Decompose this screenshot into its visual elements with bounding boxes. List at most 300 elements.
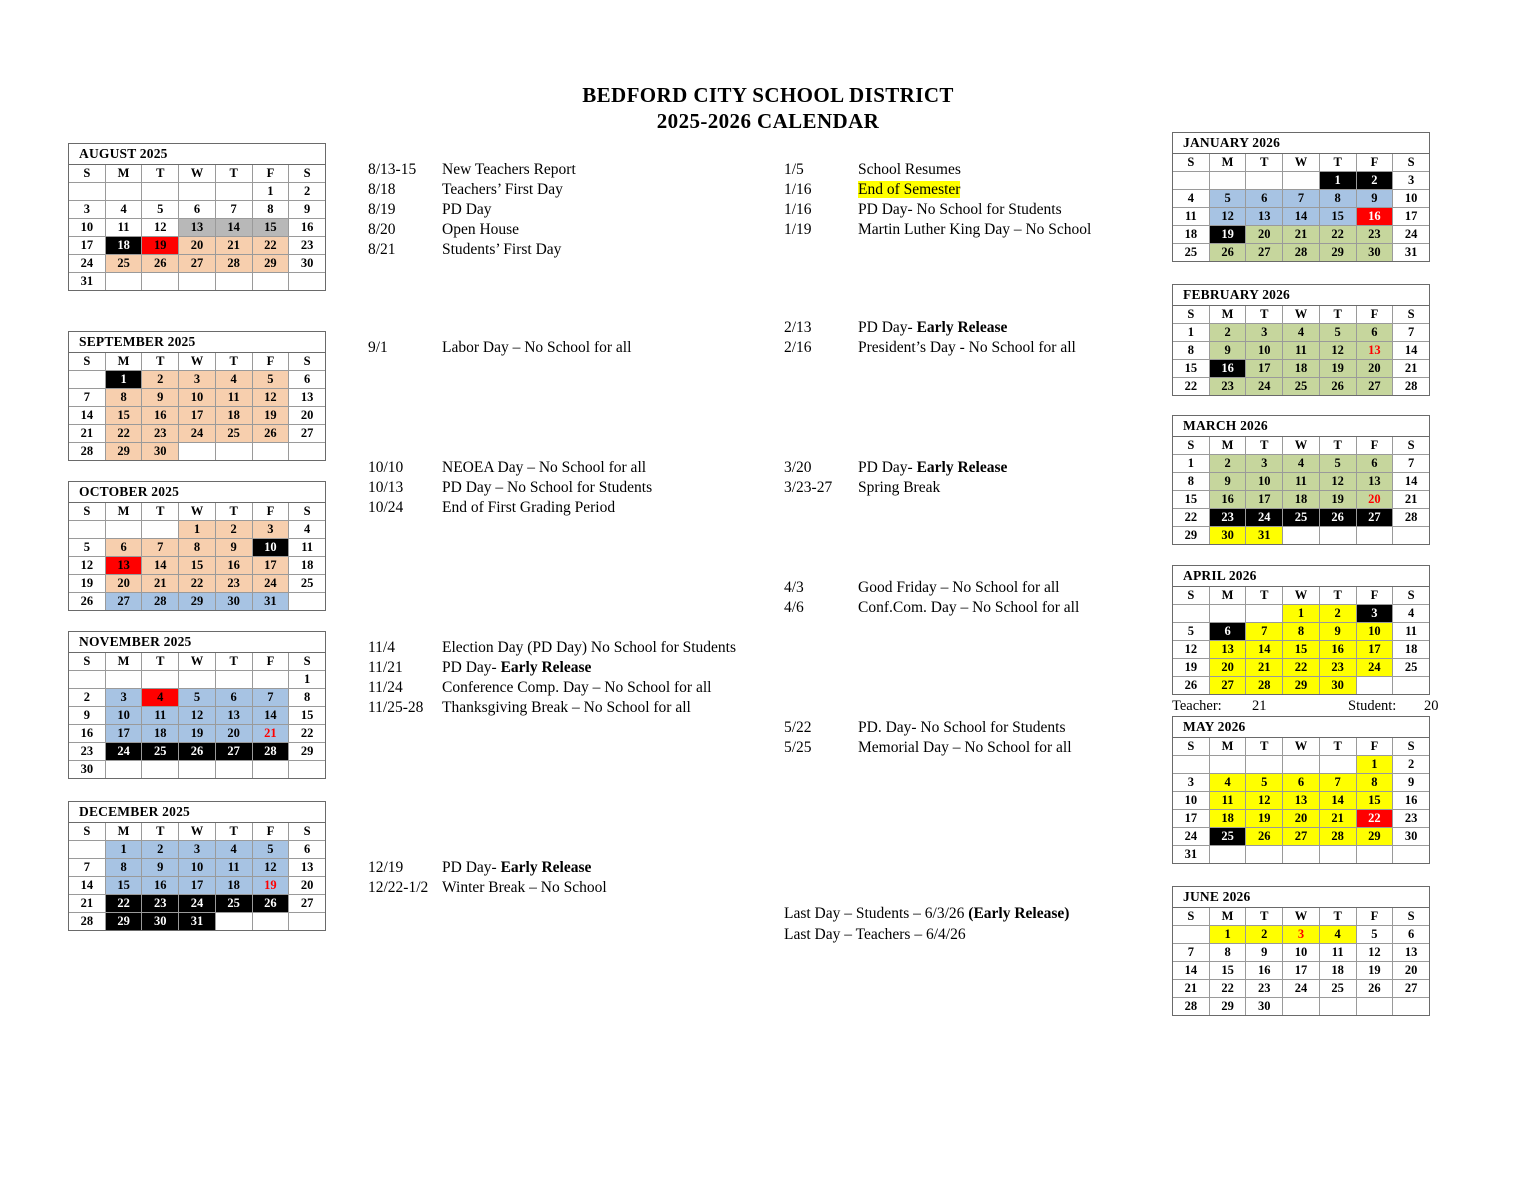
day-cell[interactable]: 29 — [105, 913, 142, 931]
day-cell[interactable]: 13 — [1283, 792, 1320, 810]
day-cell[interactable]: 18 — [289, 557, 325, 575]
day-cell[interactable]: 21 — [1393, 491, 1429, 509]
day-cell[interactable]: 16 — [1209, 360, 1246, 378]
day-cell[interactable]: 22 — [1209, 980, 1246, 998]
day-cell[interactable]: 6 — [289, 841, 325, 859]
day-cell[interactable]: 15 — [1283, 641, 1320, 659]
day-cell[interactable]: 12 — [69, 557, 105, 575]
day-cell[interactable]: 31 — [1173, 846, 1209, 864]
day-cell[interactable]: 2 — [1209, 324, 1246, 342]
day-cell[interactable]: 6 — [1356, 455, 1393, 473]
day-cell[interactable]: 27 — [289, 895, 325, 913]
day-cell[interactable]: 6 — [105, 539, 142, 557]
day-cell[interactable]: 21 — [69, 895, 105, 913]
day-cell[interactable]: 11 — [289, 539, 325, 557]
day-cell[interactable]: 27 — [1356, 378, 1393, 396]
day-cell[interactable]: 14 — [69, 407, 105, 425]
day-cell[interactable]: 24 — [252, 575, 289, 593]
day-cell[interactable]: 14 — [1319, 792, 1356, 810]
day-cell[interactable]: 7 — [1173, 944, 1209, 962]
day-cell[interactable]: 9 — [1393, 774, 1429, 792]
day-cell[interactable]: 9 — [1246, 944, 1283, 962]
day-cell[interactable]: 3 — [179, 841, 216, 859]
day-cell[interactable]: 15 — [105, 407, 142, 425]
day-cell[interactable]: 24 — [1283, 980, 1320, 998]
day-cell[interactable]: 22 — [1173, 509, 1209, 527]
day-cell[interactable]: 15 — [1356, 792, 1393, 810]
day-cell[interactable]: 15 — [179, 557, 216, 575]
day-cell[interactable]: 6 — [289, 371, 325, 389]
day-cell[interactable]: 23 — [215, 575, 252, 593]
day-cell[interactable]: 4 — [142, 689, 179, 707]
day-cell[interactable]: 12 — [252, 859, 289, 877]
day-cell[interactable]: 8 — [179, 539, 216, 557]
day-cell[interactable]: 18 — [1173, 226, 1209, 244]
day-cell[interactable]: 16 — [142, 407, 179, 425]
day-cell[interactable]: 7 — [252, 689, 289, 707]
day-cell[interactable]: 17 — [1356, 641, 1393, 659]
day-cell[interactable]: 17 — [69, 237, 105, 255]
day-cell[interactable]: 25 — [215, 895, 252, 913]
day-cell[interactable]: 12 — [1173, 641, 1209, 659]
day-cell[interactable]: 18 — [1283, 491, 1320, 509]
day-cell[interactable]: 2 — [69, 689, 105, 707]
day-cell[interactable]: 28 — [1283, 244, 1320, 262]
day-cell[interactable]: 1 — [252, 183, 289, 201]
day-cell[interactable]: 26 — [142, 255, 179, 273]
day-cell[interactable]: 21 — [1319, 810, 1356, 828]
day-cell[interactable]: 20 — [1209, 659, 1246, 677]
day-cell[interactable]: 17 — [1393, 208, 1429, 226]
day-cell[interactable]: 4 — [105, 201, 142, 219]
day-cell[interactable]: 23 — [289, 237, 325, 255]
day-cell[interactable]: 30 — [142, 913, 179, 931]
day-cell[interactable]: 12 — [1319, 342, 1356, 360]
day-cell[interactable]: 23 — [1356, 226, 1393, 244]
day-cell[interactable]: 6 — [1209, 623, 1246, 641]
day-cell[interactable]: 17 — [105, 725, 142, 743]
day-cell[interactable]: 10 — [179, 389, 216, 407]
day-cell[interactable]: 8 — [1319, 190, 1356, 208]
day-cell[interactable]: 6 — [1393, 926, 1429, 944]
day-cell[interactable]: 27 — [1209, 677, 1246, 695]
day-cell[interactable]: 18 — [105, 237, 142, 255]
day-cell[interactable]: 21 — [1246, 659, 1283, 677]
day-cell[interactable]: 2 — [1246, 926, 1283, 944]
day-cell[interactable]: 24 — [69, 255, 105, 273]
day-cell[interactable]: 24 — [1173, 828, 1209, 846]
day-cell[interactable]: 23 — [1209, 378, 1246, 396]
day-cell[interactable]: 24 — [179, 425, 216, 443]
day-cell[interactable]: 19 — [1319, 491, 1356, 509]
day-cell[interactable]: 1 — [105, 371, 142, 389]
day-cell[interactable]: 8 — [1173, 342, 1209, 360]
day-cell[interactable]: 27 — [215, 743, 252, 761]
day-cell[interactable]: 11 — [1393, 623, 1429, 641]
day-cell[interactable]: 6 — [179, 201, 216, 219]
day-cell[interactable]: 28 — [215, 255, 252, 273]
day-cell[interactable]: 29 — [179, 593, 216, 611]
day-cell[interactable]: 3 — [1246, 455, 1283, 473]
day-cell[interactable]: 30 — [289, 255, 325, 273]
day-cell[interactable]: 31 — [1393, 244, 1429, 262]
day-cell[interactable]: 20 — [105, 575, 142, 593]
day-cell[interactable]: 10 — [1283, 944, 1320, 962]
day-cell[interactable]: 7 — [1283, 190, 1320, 208]
day-cell[interactable]: 28 — [1319, 828, 1356, 846]
day-cell[interactable]: 26 — [179, 743, 216, 761]
day-cell[interactable]: 20 — [1356, 360, 1393, 378]
day-cell[interactable]: 25 — [105, 255, 142, 273]
day-cell[interactable]: 20 — [289, 407, 325, 425]
day-cell[interactable]: 16 — [1246, 962, 1283, 980]
day-cell[interactable]: 18 — [1393, 641, 1429, 659]
day-cell[interactable]: 1 — [1209, 926, 1246, 944]
day-cell[interactable]: 23 — [142, 895, 179, 913]
day-cell[interactable]: 10 — [1393, 190, 1429, 208]
day-cell[interactable]: 1 — [1356, 756, 1393, 774]
day-cell[interactable]: 22 — [105, 425, 142, 443]
day-cell[interactable]: 19 — [1209, 226, 1246, 244]
day-cell[interactable]: 12 — [1209, 208, 1246, 226]
day-cell[interactable]: 29 — [105, 443, 142, 461]
day-cell[interactable]: 28 — [1246, 677, 1283, 695]
day-cell[interactable]: 6 — [1283, 774, 1320, 792]
day-cell[interactable]: 2 — [1209, 455, 1246, 473]
day-cell[interactable]: 17 — [1283, 962, 1320, 980]
day-cell[interactable]: 18 — [1209, 810, 1246, 828]
day-cell[interactable]: 19 — [1246, 810, 1283, 828]
day-cell[interactable]: 3 — [1393, 172, 1429, 190]
day-cell[interactable]: 16 — [69, 725, 105, 743]
day-cell[interactable]: 15 — [105, 877, 142, 895]
day-cell[interactable]: 16 — [142, 877, 179, 895]
day-cell[interactable]: 3 — [1356, 605, 1393, 623]
day-cell[interactable]: 8 — [252, 201, 289, 219]
day-cell[interactable]: 26 — [1319, 509, 1356, 527]
day-cell[interactable]: 25 — [1319, 980, 1356, 998]
day-cell[interactable]: 30 — [142, 443, 179, 461]
day-cell[interactable]: 31 — [179, 913, 216, 931]
day-cell[interactable]: 27 — [1356, 509, 1393, 527]
day-cell[interactable]: 7 — [1246, 623, 1283, 641]
day-cell[interactable]: 10 — [252, 539, 289, 557]
day-cell[interactable]: 11 — [1209, 792, 1246, 810]
day-cell[interactable]: 29 — [1319, 244, 1356, 262]
day-cell[interactable]: 17 — [179, 877, 216, 895]
day-cell[interactable]: 1 — [1173, 455, 1209, 473]
day-cell[interactable]: 14 — [215, 219, 252, 237]
day-cell[interactable]: 23 — [142, 425, 179, 443]
day-cell[interactable]: 4 — [1283, 455, 1320, 473]
day-cell[interactable]: 27 — [1246, 244, 1283, 262]
day-cell[interactable]: 4 — [1283, 324, 1320, 342]
day-cell[interactable]: 19 — [252, 407, 289, 425]
day-cell[interactable]: 1 — [289, 671, 325, 689]
day-cell[interactable]: 17 — [1246, 360, 1283, 378]
day-cell[interactable]: 19 — [252, 877, 289, 895]
day-cell[interactable]: 3 — [1246, 324, 1283, 342]
day-cell[interactable]: 11 — [215, 859, 252, 877]
day-cell[interactable]: 13 — [215, 707, 252, 725]
day-cell[interactable]: 21 — [142, 575, 179, 593]
day-cell[interactable]: 31 — [69, 273, 105, 291]
day-cell[interactable]: 1 — [105, 841, 142, 859]
day-cell[interactable]: 30 — [215, 593, 252, 611]
day-cell[interactable]: 28 — [252, 743, 289, 761]
day-cell[interactable]: 12 — [252, 389, 289, 407]
day-cell[interactable]: 25 — [1173, 244, 1209, 262]
day-cell[interactable]: 21 — [69, 425, 105, 443]
day-cell[interactable]: 15 — [1319, 208, 1356, 226]
day-cell[interactable]: 29 — [1356, 828, 1393, 846]
day-cell[interactable]: 16 — [1209, 491, 1246, 509]
day-cell[interactable]: 13 — [1393, 944, 1429, 962]
day-cell[interactable]: 30 — [1319, 677, 1356, 695]
day-cell[interactable]: 13 — [1356, 473, 1393, 491]
day-cell[interactable]: 20 — [289, 877, 325, 895]
day-cell[interactable]: 29 — [1173, 527, 1209, 545]
day-cell[interactable]: 28 — [69, 913, 105, 931]
day-cell[interactable]: 4 — [215, 371, 252, 389]
day-cell[interactable]: 22 — [1356, 810, 1393, 828]
day-cell[interactable]: 23 — [69, 743, 105, 761]
day-cell[interactable]: 15 — [252, 219, 289, 237]
day-cell[interactable]: 4 — [1319, 926, 1356, 944]
day-cell[interactable]: 12 — [142, 219, 179, 237]
day-cell[interactable]: 20 — [1283, 810, 1320, 828]
day-cell[interactable]: 31 — [1246, 527, 1283, 545]
day-cell[interactable]: 9 — [69, 707, 105, 725]
day-cell[interactable]: 20 — [179, 237, 216, 255]
day-cell[interactable]: 2 — [289, 183, 325, 201]
day-cell[interactable]: 4 — [289, 521, 325, 539]
day-cell[interactable]: 4 — [1393, 605, 1429, 623]
day-cell[interactable]: 18 — [142, 725, 179, 743]
day-cell[interactable]: 22 — [252, 237, 289, 255]
day-cell[interactable]: 12 — [1246, 792, 1283, 810]
day-cell[interactable]: 26 — [1319, 378, 1356, 396]
day-cell[interactable]: 18 — [1319, 962, 1356, 980]
day-cell[interactable]: 9 — [289, 201, 325, 219]
day-cell[interactable]: 12 — [1356, 944, 1393, 962]
day-cell[interactable]: 11 — [1173, 208, 1209, 226]
day-cell[interactable]: 19 — [69, 575, 105, 593]
day-cell[interactable]: 19 — [1356, 962, 1393, 980]
day-cell[interactable]: 2 — [142, 841, 179, 859]
day-cell[interactable]: 19 — [1173, 659, 1209, 677]
day-cell[interactable]: 8 — [105, 389, 142, 407]
day-cell[interactable]: 4 — [215, 841, 252, 859]
day-cell[interactable]: 12 — [179, 707, 216, 725]
day-cell[interactable]: 26 — [1173, 677, 1209, 695]
day-cell[interactable]: 25 — [142, 743, 179, 761]
day-cell[interactable]: 1 — [1173, 324, 1209, 342]
day-cell[interactable]: 21 — [1173, 980, 1209, 998]
day-cell[interactable]: 9 — [142, 389, 179, 407]
day-cell[interactable]: 10 — [1246, 473, 1283, 491]
day-cell[interactable]: 5 — [142, 201, 179, 219]
day-cell[interactable]: 17 — [1246, 491, 1283, 509]
day-cell[interactable]: 10 — [1246, 342, 1283, 360]
day-cell[interactable]: 29 — [252, 255, 289, 273]
day-cell[interactable]: 9 — [1319, 623, 1356, 641]
day-cell[interactable]: 17 — [1173, 810, 1209, 828]
day-cell[interactable]: 10 — [105, 707, 142, 725]
day-cell[interactable]: 9 — [215, 539, 252, 557]
day-cell[interactable]: 21 — [1283, 226, 1320, 244]
day-cell[interactable]: 3 — [252, 521, 289, 539]
day-cell[interactable]: 2 — [142, 371, 179, 389]
day-cell[interactable]: 5 — [1246, 774, 1283, 792]
day-cell[interactable]: 13 — [179, 219, 216, 237]
day-cell[interactable]: 14 — [1246, 641, 1283, 659]
day-cell[interactable]: 2 — [1393, 756, 1429, 774]
day-cell[interactable]: 23 — [1393, 810, 1429, 828]
day-cell[interactable]: 7 — [215, 201, 252, 219]
day-cell[interactable]: 11 — [105, 219, 142, 237]
day-cell[interactable]: 14 — [69, 877, 105, 895]
day-cell[interactable]: 10 — [69, 219, 105, 237]
day-cell[interactable]: 6 — [215, 689, 252, 707]
day-cell[interactable]: 15 — [1173, 360, 1209, 378]
day-cell[interactable]: 13 — [289, 389, 325, 407]
day-cell[interactable]: 24 — [1246, 509, 1283, 527]
day-cell[interactable]: 19 — [179, 725, 216, 743]
day-cell[interactable]: 8 — [1356, 774, 1393, 792]
day-cell[interactable]: 26 — [252, 425, 289, 443]
day-cell[interactable]: 27 — [1283, 828, 1320, 846]
day-cell[interactable]: 9 — [1209, 342, 1246, 360]
day-cell[interactable]: 1 — [179, 521, 216, 539]
day-cell[interactable]: 23 — [1209, 509, 1246, 527]
day-cell[interactable]: 26 — [252, 895, 289, 913]
day-cell[interactable]: 7 — [142, 539, 179, 557]
day-cell[interactable]: 25 — [215, 425, 252, 443]
day-cell[interactable]: 28 — [142, 593, 179, 611]
day-cell[interactable]: 5 — [1209, 190, 1246, 208]
day-cell[interactable]: 29 — [1209, 998, 1246, 1016]
day-cell[interactable]: 30 — [69, 761, 105, 779]
day-cell[interactable]: 14 — [1393, 342, 1429, 360]
day-cell[interactable]: 8 — [105, 859, 142, 877]
day-cell[interactable]: 27 — [105, 593, 142, 611]
day-cell[interactable]: 20 — [1246, 226, 1283, 244]
day-cell[interactable]: 22 — [105, 895, 142, 913]
day-cell[interactable]: 23 — [1319, 659, 1356, 677]
day-cell[interactable]: 13 — [105, 557, 142, 575]
day-cell[interactable]: 8 — [1173, 473, 1209, 491]
day-cell[interactable]: 2 — [1356, 172, 1393, 190]
day-cell[interactable]: 26 — [1356, 980, 1393, 998]
day-cell[interactable]: 11 — [1319, 944, 1356, 962]
day-cell[interactable]: 7 — [1393, 324, 1429, 342]
day-cell[interactable]: 29 — [1283, 677, 1320, 695]
day-cell[interactable]: 9 — [142, 859, 179, 877]
day-cell[interactable]: 27 — [179, 255, 216, 273]
day-cell[interactable]: 7 — [1319, 774, 1356, 792]
day-cell[interactable]: 11 — [215, 389, 252, 407]
day-cell[interactable]: 25 — [1209, 828, 1246, 846]
day-cell[interactable]: 9 — [1209, 473, 1246, 491]
day-cell[interactable]: 21 — [252, 725, 289, 743]
day-cell[interactable]: 28 — [1393, 378, 1429, 396]
day-cell[interactable]: 25 — [1283, 509, 1320, 527]
day-cell[interactable]: 2 — [215, 521, 252, 539]
day-cell[interactable]: 28 — [1393, 509, 1429, 527]
day-cell[interactable]: 5 — [69, 539, 105, 557]
day-cell[interactable]: 26 — [1209, 244, 1246, 262]
day-cell[interactable]: 30 — [1246, 998, 1283, 1016]
day-cell[interactable]: 20 — [1393, 962, 1429, 980]
day-cell[interactable]: 22 — [289, 725, 325, 743]
day-cell[interactable]: 6 — [1246, 190, 1283, 208]
day-cell[interactable]: 3 — [69, 201, 105, 219]
day-cell[interactable]: 5 — [252, 371, 289, 389]
day-cell[interactable]: 17 — [179, 407, 216, 425]
day-cell[interactable]: 7 — [1393, 455, 1429, 473]
day-cell[interactable]: 5 — [1356, 926, 1393, 944]
day-cell[interactable]: 5 — [1319, 455, 1356, 473]
day-cell[interactable]: 13 — [1356, 342, 1393, 360]
day-cell[interactable]: 17 — [252, 557, 289, 575]
day-cell[interactable]: 14 — [1283, 208, 1320, 226]
day-cell[interactable]: 16 — [1356, 208, 1393, 226]
day-cell[interactable]: 26 — [1246, 828, 1283, 846]
day-cell[interactable]: 20 — [1356, 491, 1393, 509]
day-cell[interactable]: 4 — [1209, 774, 1246, 792]
day-cell[interactable]: 11 — [142, 707, 179, 725]
day-cell[interactable]: 25 — [1393, 659, 1429, 677]
day-cell[interactable]: 11 — [1283, 342, 1320, 360]
day-cell[interactable]: 19 — [142, 237, 179, 255]
day-cell[interactable]: 28 — [1173, 998, 1209, 1016]
day-cell[interactable]: 1 — [1319, 172, 1356, 190]
day-cell[interactable]: 14 — [1173, 962, 1209, 980]
day-cell[interactable]: 24 — [105, 743, 142, 761]
day-cell[interactable]: 12 — [1319, 473, 1356, 491]
day-cell[interactable]: 22 — [1283, 659, 1320, 677]
day-cell[interactable]: 14 — [142, 557, 179, 575]
day-cell[interactable]: 8 — [289, 689, 325, 707]
day-cell[interactable]: 21 — [1393, 360, 1429, 378]
day-cell[interactable]: 29 — [289, 743, 325, 761]
day-cell[interactable]: 18 — [215, 877, 252, 895]
day-cell[interactable]: 5 — [1319, 324, 1356, 342]
day-cell[interactable]: 11 — [1283, 473, 1320, 491]
day-cell[interactable]: 13 — [289, 859, 325, 877]
day-cell[interactable]: 20 — [215, 725, 252, 743]
day-cell[interactable]: 14 — [252, 707, 289, 725]
day-cell[interactable]: 5 — [1173, 623, 1209, 641]
day-cell[interactable]: 24 — [1246, 378, 1283, 396]
day-cell[interactable]: 9 — [1356, 190, 1393, 208]
day-cell[interactable]: 4 — [1173, 190, 1209, 208]
day-cell[interactable]: 23 — [1246, 980, 1283, 998]
day-cell[interactable]: 8 — [1283, 623, 1320, 641]
day-cell[interactable]: 27 — [289, 425, 325, 443]
day-cell[interactable]: 24 — [1356, 659, 1393, 677]
day-cell[interactable]: 30 — [1209, 527, 1246, 545]
day-cell[interactable]: 5 — [179, 689, 216, 707]
day-cell[interactable]: 24 — [179, 895, 216, 913]
day-cell[interactable]: 18 — [1283, 360, 1320, 378]
day-cell[interactable]: 6 — [1356, 324, 1393, 342]
day-cell[interactable]: 22 — [179, 575, 216, 593]
day-cell[interactable]: 7 — [69, 859, 105, 877]
day-cell[interactable]: 7 — [69, 389, 105, 407]
day-cell[interactable]: 10 — [179, 859, 216, 877]
